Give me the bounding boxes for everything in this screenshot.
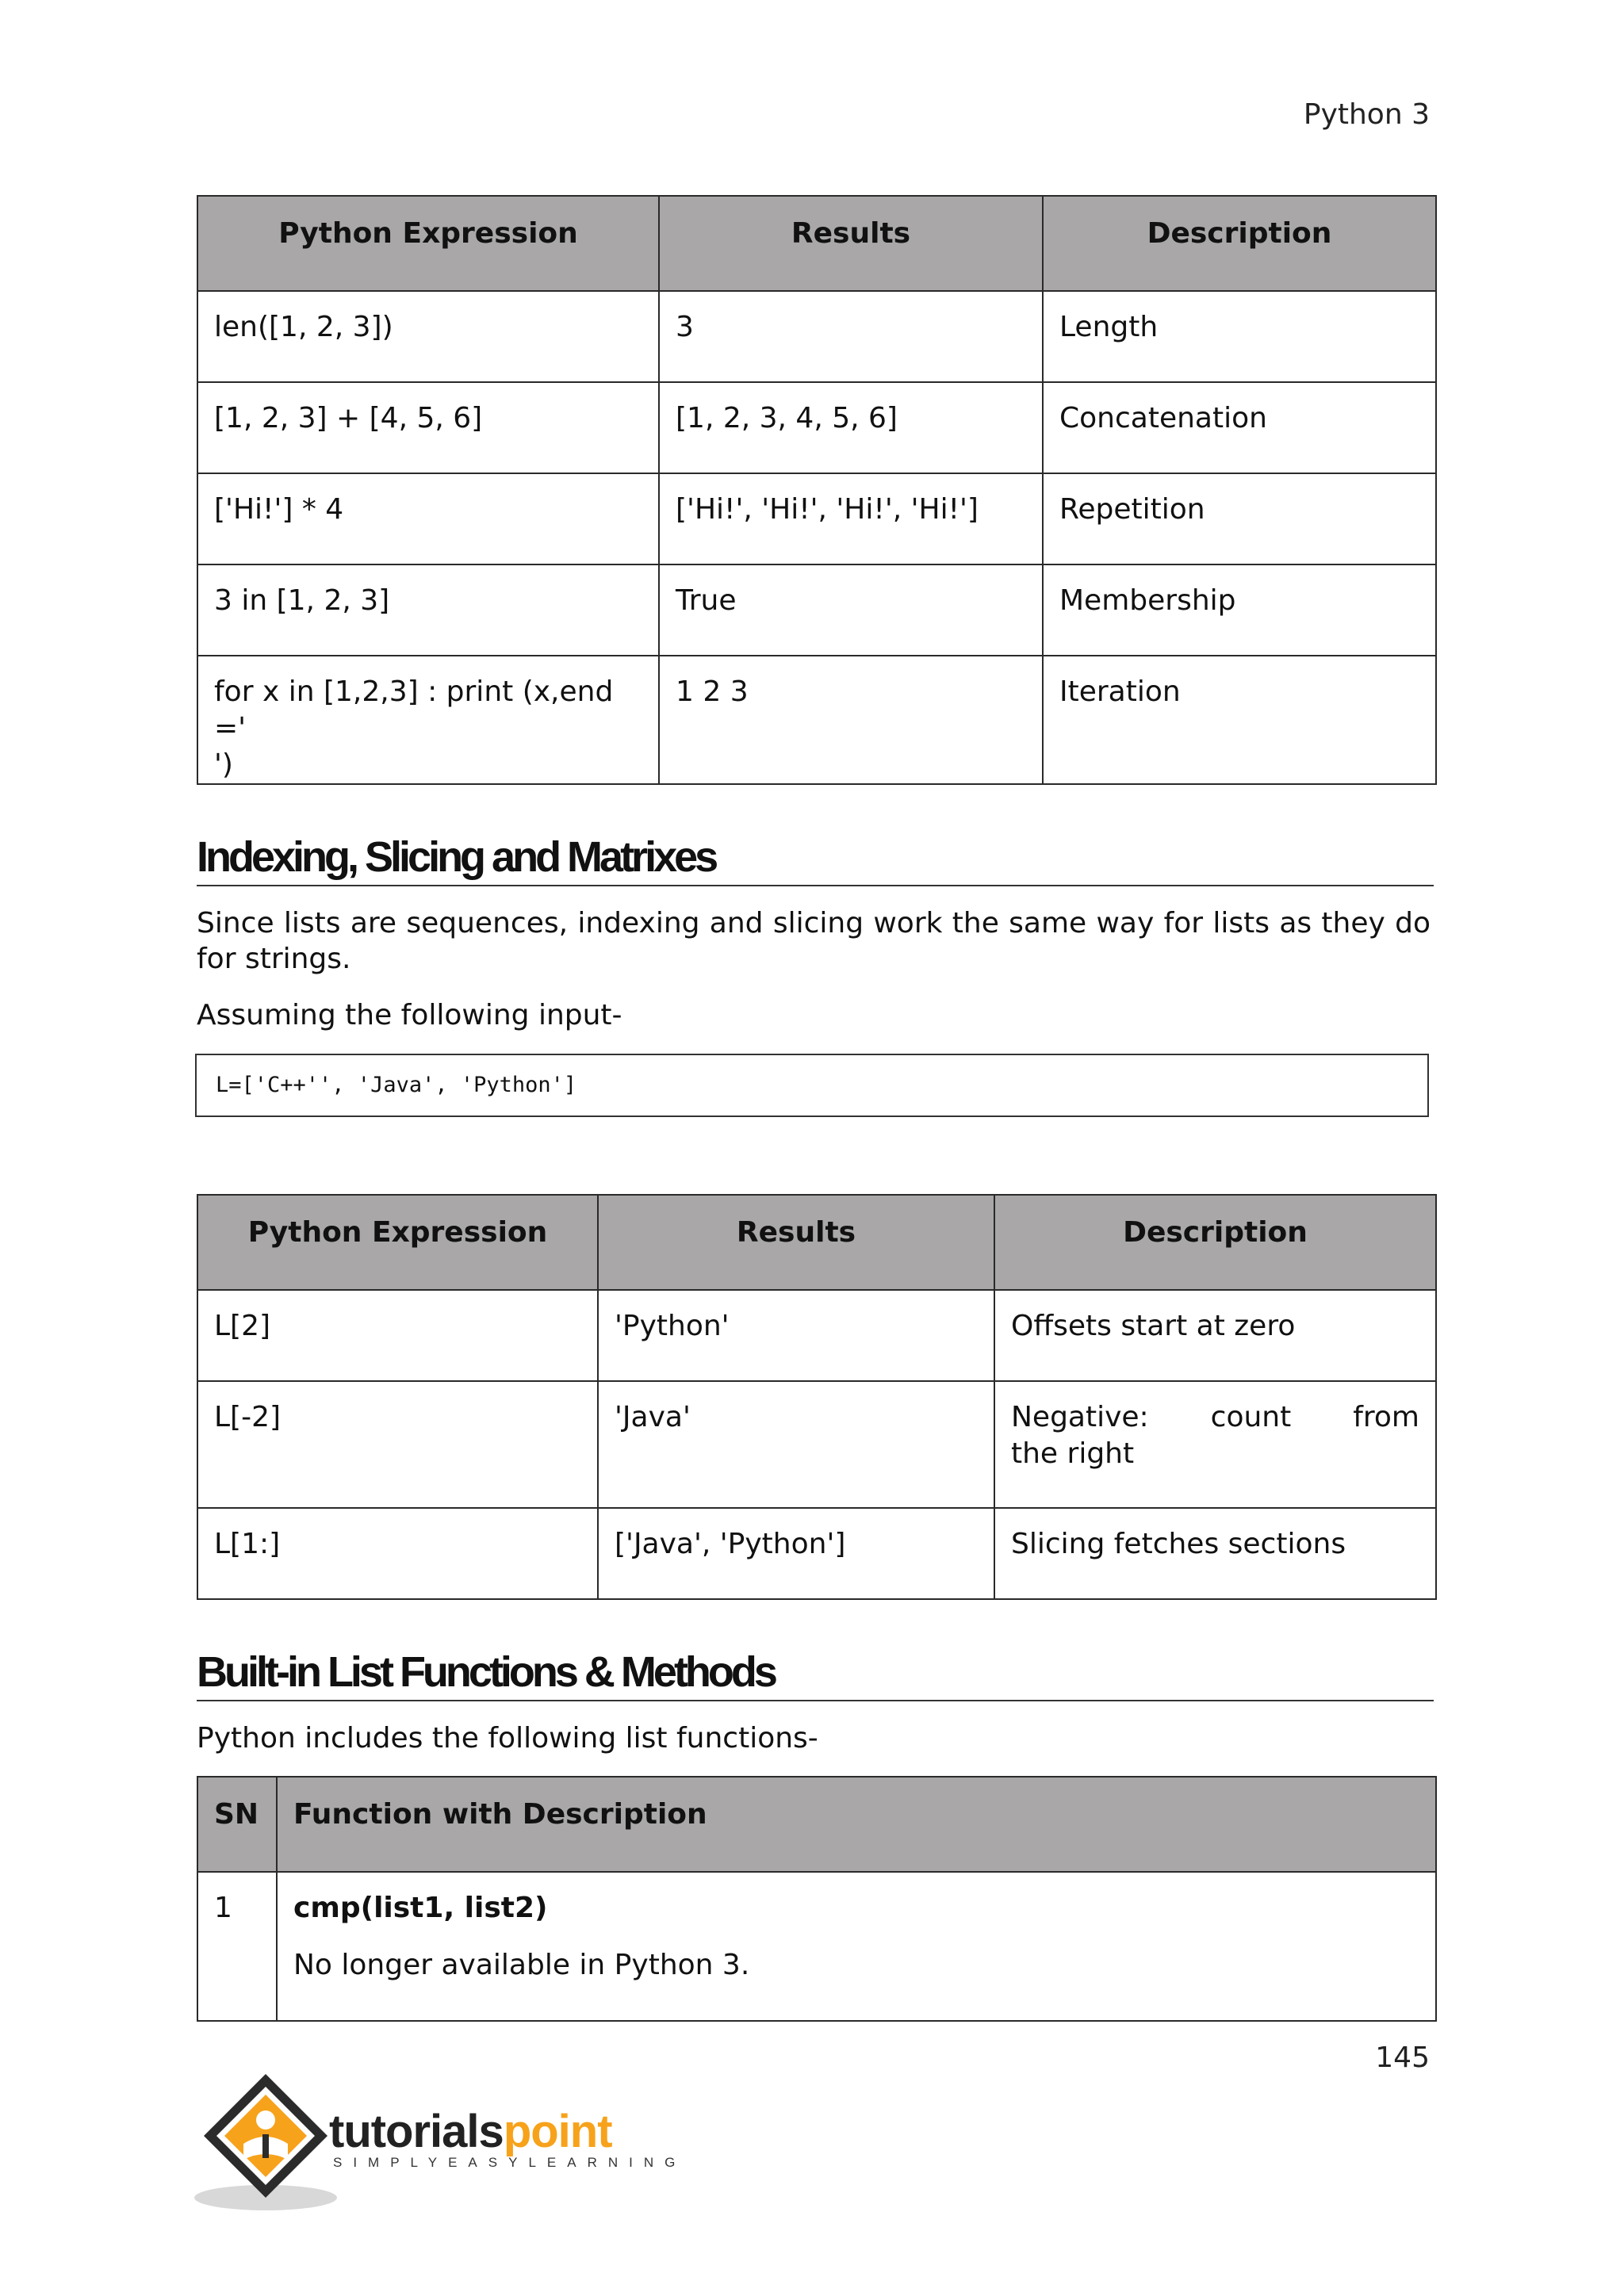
table-cell: Negative: count from the right	[994, 1381, 1436, 1508]
table-header-row	[197, 196, 1436, 291]
table-row	[197, 564, 1436, 656]
table-cell: Membership	[1043, 564, 1436, 656]
table-cell: Offsets start at zero	[994, 1290, 1436, 1381]
table-row	[197, 1508, 1436, 1599]
column-header: SN	[197, 1777, 277, 1872]
table-row	[197, 382, 1436, 473]
table-cell-sn: 1	[197, 1872, 277, 2021]
table-row	[197, 1872, 1436, 2021]
table-cell: 1 2 3	[659, 656, 1043, 784]
code-block: L=['C++'', 'Java', 'Python']	[195, 1054, 1429, 1117]
table-cell: for x in [1,2,3] : print (x,end=' ')	[197, 656, 659, 784]
paragraph: Since lists are sequences, indexing and slicing work the same way for lists as they do for strings.	[197, 907, 1431, 975]
table-cell: 'Java'	[598, 1381, 994, 1508]
list-functions-table	[197, 1776, 1437, 2022]
table-cell: Repetition	[1043, 473, 1436, 564]
column-header: Results	[598, 1195, 994, 1290]
column-header: Function with Description	[277, 1777, 1436, 1872]
table-cell: 3	[659, 291, 1043, 382]
table-header-row	[197, 1195, 1436, 1290]
table-cell: len([1, 2, 3])	[197, 291, 659, 382]
table-cell: Length	[1043, 291, 1436, 382]
table-cell: [1, 2, 3] + [4, 5, 6]	[197, 382, 659, 473]
table-cell: L[-2]	[197, 1381, 598, 1508]
column-header: Description	[1043, 196, 1436, 291]
indexing-table	[197, 1194, 1447, 1600]
column-header: Description	[994, 1195, 1436, 1290]
table-row	[197, 656, 1436, 784]
table-cell: Iteration	[1043, 656, 1436, 784]
table-row	[197, 1290, 1436, 1381]
table-cell: 3 in [1, 2, 3]	[197, 564, 659, 656]
table-row	[197, 291, 1436, 382]
table-row	[197, 473, 1436, 564]
column-header: Python Expression	[197, 1195, 598, 1290]
section-heading: Built-in List Functions & Methods	[197, 1647, 1434, 1701]
column-header: Python Expression	[197, 196, 659, 291]
table-row	[197, 1381, 1436, 1508]
table-cell: L[1:]	[197, 1508, 598, 1599]
table-cell: Slicing fetches sections	[994, 1508, 1436, 1599]
table-cell: ['Hi!', 'Hi!', 'Hi!', 'Hi!']	[659, 473, 1043, 564]
section-heading: Indexing, Slicing and Matrixes	[197, 832, 1434, 886]
paragraph: Assuming the following input-	[197, 999, 622, 1031]
table-cell: 'Python'	[598, 1290, 994, 1381]
function-description: No longer available in Python 3.	[293, 1949, 750, 1981]
logo-wordmark	[329, 2105, 612, 2158]
paragraph: Python includes the following list functions-	[197, 1722, 818, 1755]
list-operations-table	[197, 195, 1437, 785]
running-header: Python 3	[1303, 98, 1430, 131]
table-cell: ['Hi!'] * 4	[197, 473, 659, 564]
table-header-row	[197, 1777, 1436, 1872]
function-name: cmp(list1, list2)	[293, 1892, 548, 1924]
table-cell: Concatenation	[1043, 382, 1436, 473]
logo-word-point: point	[503, 2106, 612, 2157]
logo-word-tutorials: tutorials	[329, 2106, 504, 2157]
table-cell: ['Java', 'Python']	[598, 1508, 994, 1599]
table-cell: True	[659, 564, 1043, 656]
table-cell-function	[277, 1872, 1436, 2021]
table-cell: L[2]	[197, 1290, 598, 1381]
table-cell: [1, 2, 3, 4, 5, 6]	[659, 382, 1043, 473]
column-header: Results	[659, 196, 1043, 291]
page-number: 145	[1375, 2042, 1430, 2074]
logo-tagline: SIMPLYEASYLEARNING	[333, 2155, 687, 2170]
